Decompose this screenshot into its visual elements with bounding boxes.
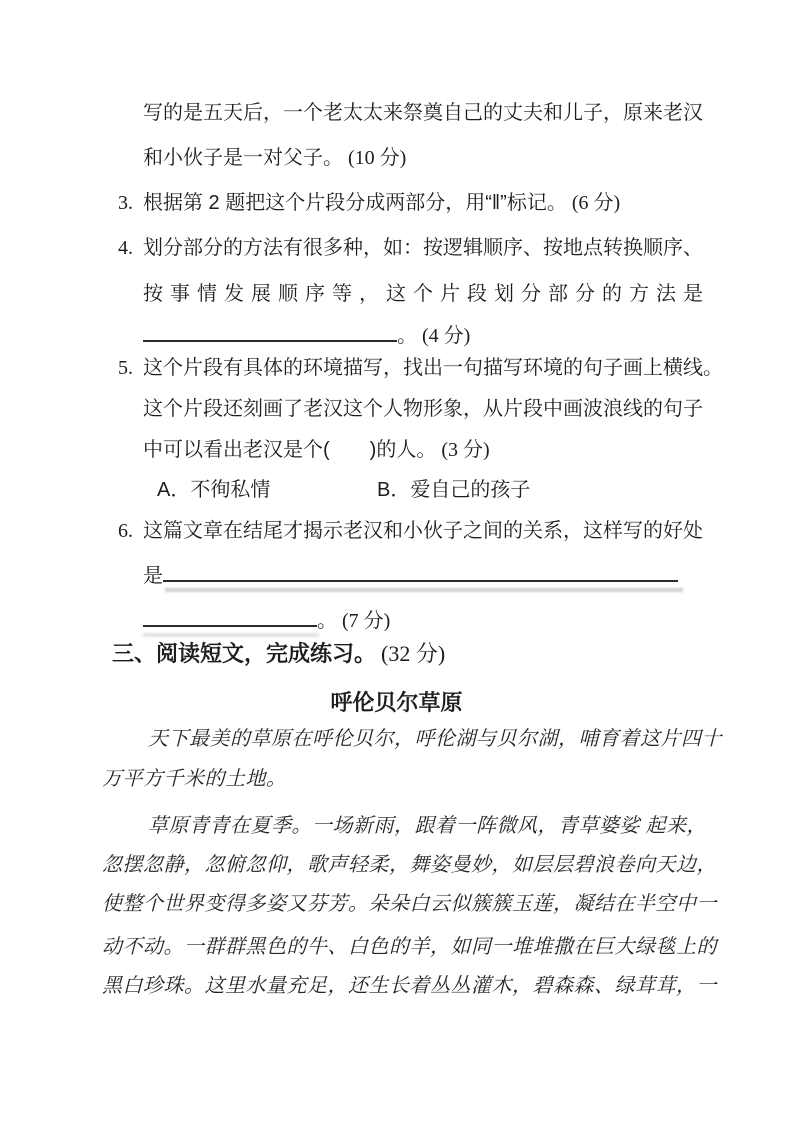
q6-answer-blank-1 <box>163 560 678 582</box>
q6-number: 6. <box>118 520 133 542</box>
q2-continuation-line2 <box>143 145 406 171</box>
q2-continuation-line1: 写的是五天后，一个老太太来祭奠自己的丈夫和儿子，原来老汉 <box>143 102 703 124</box>
q5-option-a: A．不徇私情 <box>157 479 271 501</box>
q4-period: 。 <box>397 325 417 347</box>
question-6-answer-line1 <box>143 560 678 589</box>
q6-period: 。 <box>317 610 337 632</box>
q6-score: (7 分) <box>342 610 391 632</box>
passage-title: 呼伦贝尔草原 <box>330 690 463 715</box>
section-3-title: 三、阅读短文，完成练习。 <box>112 641 377 666</box>
q4-answer-blank <box>143 320 397 342</box>
passage-para2-line2: 忽摆忽静，忽俯忽仰，歌声轻柔，舞姿曼妙，如层层碧浪卷向天边， <box>102 854 717 876</box>
question-4-answer-line <box>143 320 470 349</box>
q5-text-line3: 中可以看出老汉是个( )的人。 <box>143 439 437 461</box>
q5-score: (3 分) <box>441 439 490 461</box>
passage-para2-line3: 使整个世界变得多姿又芬芳。朵朵白云似簇簇玉莲，凝结在半空中一 <box>102 893 717 915</box>
passage-para1-line2: 万平方千米的土地。 <box>102 768 287 790</box>
passage-para2-line1: 草原青青在夏季。一场新雨，跟着一阵微风，青草婆娑 起来， <box>148 815 707 837</box>
scan-artifact-line <box>143 633 319 637</box>
q6-prefix: 是 <box>143 565 163 587</box>
q4-text-line1: 划分部分的方法有很多种，如：按逻辑顺序、按地点转换顺序、 <box>143 237 703 259</box>
question-4-line1 <box>118 235 703 261</box>
q6-answer-blank-2 <box>143 605 317 627</box>
q3-score: (6 分) <box>571 192 621 214</box>
question-5-line2: 这个片段还刻画了老汉这个人物形象，从片段中画波浪线的句子 <box>143 398 703 420</box>
question-6-line1 <box>118 518 703 544</box>
q2-continuation-text: 和小伙子是一对父子。 <box>143 147 343 169</box>
section-3-score: (32 分) <box>381 641 446 666</box>
q4-number: 4. <box>118 237 133 259</box>
question-4-line2: 按事情发展顺序等，这个片段划分部分的方法是 <box>143 283 710 305</box>
question-3 <box>118 190 620 216</box>
q5-text-line1: 这个片段有具体的环境描写，找出一句描写环境的句子画上横线。 <box>143 357 723 379</box>
passage-para2-line5: 黑白珍珠。这里水量充足，还生长着丛丛灌木，碧森森、绿茸茸，一 <box>102 975 717 997</box>
q5-number: 5. <box>118 357 133 379</box>
q2-score: (10 分) <box>348 147 407 169</box>
passage-para2-line4: 动不动。一群群黑色的牛、白色的羊，如同一堆堆撒在巨大绿毯上的 <box>102 936 717 958</box>
section-3-heading <box>112 641 445 667</box>
passage-para1-line1: 天下最美的草原在呼伦贝尔，呼伦湖与贝尔湖，哺育着这片四十 <box>148 728 722 750</box>
scan-artifact-line <box>165 588 683 592</box>
question-5-line1 <box>118 355 723 381</box>
q3-text: 根据第 2 题把这个片段分成两部分，用“‖”标记。 <box>143 192 567 214</box>
q5-option-b: B．爱自己的孩子 <box>377 479 531 501</box>
question-5-line3 <box>143 437 490 463</box>
question-6-answer-line2 <box>143 605 390 634</box>
q3-number: 3. <box>118 192 133 214</box>
q6-text-line1: 这篇文章在结尾才揭示老汉和小伙子之间的关系，这样写的好处 <box>143 520 703 542</box>
question-5-options <box>157 477 531 503</box>
q4-score: (4 分) <box>422 325 471 347</box>
